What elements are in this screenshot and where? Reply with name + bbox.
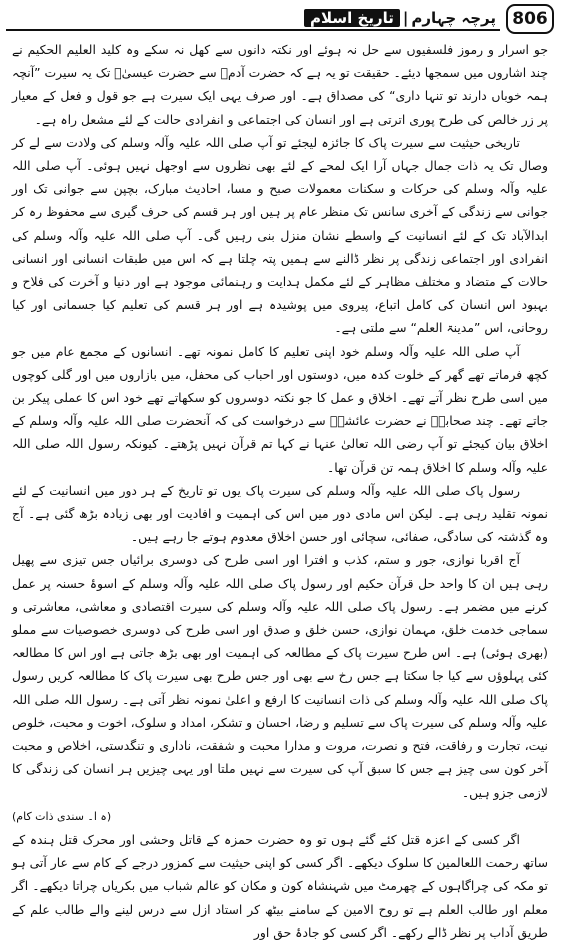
- book-part: پرچہ چہارم: [411, 9, 496, 27]
- page-header: [6, 4, 554, 34]
- running-head: [304, 9, 496, 27]
- paragraph: آج اقربا نوازی، جور و ستم، کذب و افترا اور اسی طرح کی دوسری برائیاں جس تیزی سے پھیل رہی ہیں ان کا واحد حل قرآن حکیم اور رسول پاک صلی اللہ علیہ وآلہ وسلم کے اسوۂ حسنہ پر عمل کرنے میں مضمر ہے۔ رسول پاک صلی اللہ علیہ وآلہ وسلم کی سیرت اقتصادی و معاشی، معاشرتی و سماجی خدمت خلق، مہمان نوازی، حسن خلق و صدق اور اسی طرح کی دوسری خصوصیات سے مملو (بھری ہوئی) ہے۔ اس طرح سیرت پاک کے مطالعہ کی اہمیت اور بھی بڑھ جاتی ہے اور اس کا مطالعہ کئی پہلوؤں سے کیا جا سکتا ہے جس رخ سے بھی اور جس طرح بھی سیرت پاک کا مطالعہ کریں رسول پاک صلی اللہ علیہ وآلہ وسلم کی ذات انسانیت کا ارفع و اعلیٰ نمونہ نظر آتی ہے۔ رسول اللہ صلی اللہ علیہ وآلہ وسلم کی سیرت پاک سے تسلیم و رضا، احسان و تشکر، امداد و سلوک، اخوت و محبت، خلوص نیت، تجارت و رفاقت، فتح و نصرت، مروت و مدارا محبت و شفقت، ناداری و تنگدستی، اخلاص و محبت آخر کون سی چیز ہے جس کا سبق آپ کی سیرت سے نہیں ملتا اور یہی چیزیں ہر انسان کی زندگی کا لازمی جزو ہیں۔: [12, 552, 548, 800]
- running-head-bar: [6, 7, 500, 31]
- page-body: [12, 38, 548, 940]
- reference: (ہ ا۔ سندی ذات کام): [12, 809, 112, 823]
- page-number: 806: [506, 4, 554, 34]
- paragraph: اگر کسی کے اعزہ قتل کئے گئے ہوں تو وہ حضرت حمزہ کے قاتل وحشی اور محرک قتل ہندہ کے ساتھ رحمت اللعالمین کا سلوک دیکھے۔ اگر کسی کو اپنی حیثیت سے کمزور درجے کے کام سے عار آتی ہو تو مکہ کی چراگاہوں کے چھرمٹ میں شہنشاہ کون و مکان کو عالم شباب میں بکریاں چراتا دیکھے۔ اگر معلم اور طالب العلم ہے تو روح الامین کے سامنے بیٹھ کر استاد ازل سے درس لینے والے طالب علم کے طریق آداب پر نظر ڈالے رکھے۔ اگر کسی کو جادۂ حق اور: [12, 831, 548, 940]
- paragraph: جو اسرار و رموز فلسفیوں سے حل نہ ہوئے اور نکتہ دانوں سے کھل نہ سکے وہ کلید العلیم الحکیم نے چند اشاروں میں سمجھا دیئے۔ حقیقت تو یہ ہے کہ حضرت آدمؑ سے حضرت عیسیٰؑ تک یہ سیرت ”آنچہ ہمہ خوباں دارند تو تنہا داری“ کی مصداق ہے۔ اور صرف یہی ایک سیرت ہے جو قول و فعل کے معیار پر زر خالص کی طرح پوری اترتی ہے اور انسان کی اجتماعی و انفرادی حالت کے لئے مشعل راہ ہے۔: [12, 42, 548, 127]
- paragraph: رسول پاک صلی اللہ علیہ وآلہ وسلم کی سیرت پاک یوں تو تاریخ کے ہر دور میں انسانیت کے لئے نمونہ تقلید رہی ہے۔ لیکن اس مادی دور میں اس کی اہمیت و افادیت اور بھی زیادہ بڑھ گئی ہے۔ آج وہ گذشتہ کی سادگی، صفائی، سچائی اور حسن اخلاق معدوم ہوتے جا رہے ہیں۔: [12, 482, 548, 545]
- paragraph: تاریخی حیثیت سے سیرت پاک کا جائزہ لیجئے تو آپ صلی اللہ علیہ وآلہ وسلم کی ولادت سے لے کر وصال تک یہ ذات جمال جہاں آرا ایک لمحے کے لئے بھی نظروں سے اوجھل نہیں ہوئی۔ آپ صلی اللہ علیہ وآلہ وسلم کی حرکات و سکنات معمولات صبح و مسا، احادیث مبارک، بچپن سے جوانی تک اور جوانی سے زندگی کے آخری سانس تک منظر عام پر ہیں اور ہر قسم کی حرف گیری سے محفوظ رہ کر ابدالآباد تک کے لئے انسانیت کے واسطے نشان منزل بنی رہیں گی۔ آپ صلی اللہ علیہ وآلہ وسلم کی انفرادی اور اجتماعی زندگی پر نظر ڈالنے سے ہمیں پتہ چلتا ہے کہ اس میں طبقات انسانی اور انسانی حالات کے متضاد و مختلف مظاہر کے لئے مکمل ہدایت و رہنمائی موجود ہے اور دنیا و آخرت کی فلاح و بہبود اس انسان کی کامل اتباع، پیروی میں پوشیدہ ہے اور ہر قسم کی تعلیم کیا جسمانی اور کیا روحانی، اس ”مدینۃ العلم“ سے ملتی ہے۔: [12, 134, 548, 336]
- running-head-separator: |: [402, 9, 409, 27]
- subject-title: تاریخ اسلام: [304, 9, 400, 27]
- reference-line: [12, 804, 548, 828]
- paragraph: آپ صلی اللہ علیہ وآلہ وسلم خود اپنی تعلیم کا کامل نمونہ تھے۔ انسانوں کے مجمع عام میں جو کچھ فرماتے تھے گھر کے خلوت کدہ میں، دوستوں اور احباب کی محفل، میں بازاروں میں اور گلی کوچوں میں اسی طرح نظر آتے تھے۔ اخلاق و عمل کا جو نکتہ دوسروں کو سکھاتے تھے خود اس کا عملی پیکر بن جاتے تھے۔ چند صحابہؓ نے حضرت عائشہؓ سے درخواست کی کہ آنحضرت صلی اللہ علیہ وآلہ وسلم کے اخلاق بیان کیجئے تو آپ رضی اللہ تعالیٰ عنہا نے کہا تم قرآن نہیں پڑھتے۔ کیونکہ رسول اللہ صلی اللہ علیہ وآلہ وسلم کا اخلاق ہمہ تن قرآن تھا۔: [12, 343, 548, 475]
